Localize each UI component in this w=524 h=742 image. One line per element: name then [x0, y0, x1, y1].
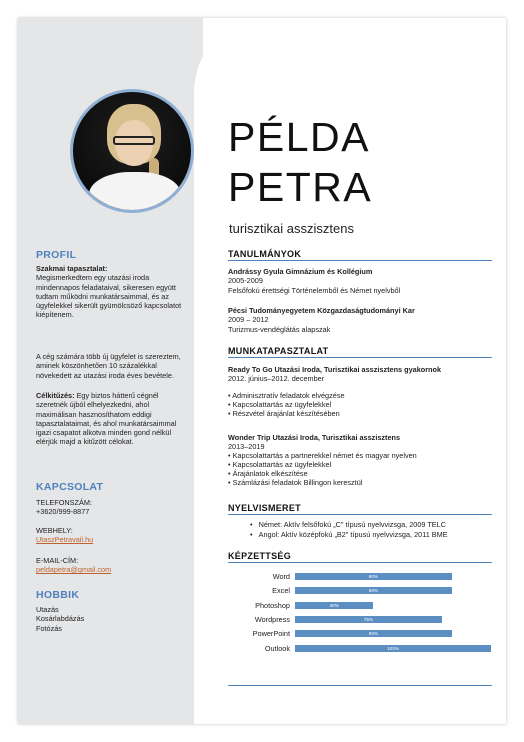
- web-link[interactable]: UtaszPetravail.hu: [36, 535, 94, 545]
- school-years: 2005-2009: [228, 276, 263, 286]
- phone-value: +3620/999-8877: [36, 507, 90, 517]
- email-label: E-MAIL-CÍM:: [36, 556, 79, 565]
- experience-heading: MUNKATAPASZTALAT: [228, 346, 492, 358]
- job-2-bullets: [228, 452, 496, 488]
- hobby-list: [36, 605, 184, 633]
- skill-bar: [295, 616, 442, 623]
- languages-heading: NYELVISMERET: [228, 503, 492, 515]
- skill-row: [228, 614, 498, 625]
- phone-label: TELEFONSZÁM:: [36, 498, 92, 507]
- skill-label: PowerPoint: [252, 629, 290, 639]
- skill-row: [228, 643, 498, 654]
- skill-bar: [295, 587, 452, 594]
- photo-shirt: [89, 172, 181, 213]
- skill-value-label: 40%: [329, 602, 339, 608]
- skill-row: [228, 600, 498, 611]
- job-1: [228, 365, 496, 384]
- skill-row: [228, 628, 498, 639]
- school-name: Pécsi Tudományegyetem Közgazdaságtudományi Kar: [228, 306, 415, 315]
- list-item: • Adminisztratív feladatok elvégzése: [228, 392, 496, 401]
- job-1-dates: 2012. június–2012. december: [228, 374, 325, 384]
- job-2-dates: 2013–2019: [228, 442, 265, 452]
- list-item: • Angol: Aktív középfokú „B2" típusú nyelvvizsga, 2011 BME: [250, 530, 500, 540]
- goal-text: [36, 391, 184, 447]
- job-1-title: Ready To Go Utazási Iroda, Turisztikai asszisztens gyakornok: [228, 365, 442, 374]
- name-last: PETRA: [228, 164, 373, 210]
- school-name: Andrássy Gyula Gimnázium és Kollégium: [228, 267, 373, 276]
- list-item: • Kapcsolattartás a partnerekkel német és magyar nyelven: [228, 452, 496, 461]
- job-2: [228, 433, 496, 452]
- email-link[interactable]: peldapetra@gmail.com: [36, 565, 112, 575]
- school-detail: Felsőfokú érettségi Történelemből és Német nyelvből: [228, 285, 401, 295]
- hobby-item: Fotózás: [36, 623, 62, 633]
- contact-heading: KAPCSOLAT: [36, 481, 104, 493]
- school-detail: Turizmus-vendéglátás alapszak: [228, 324, 331, 334]
- hobby-heading: HOBBIK: [36, 589, 80, 601]
- job-2-title: Wonder Trip Utazási Iroda, Turisztikai asszisztens: [228, 433, 401, 442]
- skill-value-label: 100%: [387, 645, 399, 651]
- education-item: [228, 267, 496, 295]
- skill-label: Excel: [272, 586, 290, 596]
- goal-label: Célkitűzés:: [36, 391, 75, 400]
- skill-label: Wordpress: [254, 614, 290, 624]
- skill-bar: [295, 602, 373, 609]
- skill-bar: [295, 630, 452, 637]
- education-heading: TANULMÁNYOK: [228, 249, 492, 261]
- email-block: [36, 556, 184, 575]
- job-1-bullets: [228, 392, 496, 419]
- profil-paragraph-2: A cég számára több új ügyfelet is szereztem, aminek köszönhetően 10 százalékkal növekedett az utazási iroda éves bevétele.: [36, 352, 181, 380]
- skill-label: Photoshop: [255, 600, 290, 610]
- resume-page: [18, 18, 506, 724]
- skill-value-label: 80%: [368, 588, 378, 594]
- bottom-divider: [228, 685, 492, 686]
- skills-heading: KÉPZETTSÉG: [228, 551, 492, 563]
- profil-paragraph-1: Megismerkedtem egy utazási iroda mindennapos feladataival, sikeresen együtt tudtam működni munkatársaimmal, és az ügyfelekkel sikerült gyümölcsöző kapcsolatot kiépítenem.: [36, 273, 182, 320]
- education-item: [228, 306, 496, 334]
- list-item: • Árajánlatok elkészítése: [228, 470, 496, 479]
- hobby-item: Kosárlabdázás: [36, 614, 85, 624]
- hobby-item: Utazás: [36, 605, 59, 614]
- profil-heading: PROFIL: [36, 249, 77, 261]
- skill-label: Word: [272, 572, 290, 581]
- skill-row: [228, 585, 498, 596]
- skill-row: [228, 571, 498, 582]
- phone-block: [36, 498, 184, 517]
- list-item: • Részvétel árajánlat készítésében: [228, 410, 496, 419]
- profile-photo: [70, 89, 194, 213]
- list-item: • Német: Aktív felsőfokú „C" típusú nyelvvizsga, 2009 TELC: [250, 520, 500, 530]
- web-block: [36, 526, 184, 545]
- profil-text: [36, 264, 184, 320]
- photo-glasses: [113, 136, 155, 145]
- skill-value-label: 80%: [368, 631, 378, 637]
- list-item: • Számlázási feladatok Billingon keresztül: [228, 479, 496, 488]
- list-item: • Kapcsolattartás az ügyfelekkel: [228, 401, 496, 410]
- web-label: WEBHELY:: [36, 526, 73, 535]
- languages-list: [250, 520, 500, 540]
- profil-subheading: Szakmai tapasztalat:: [36, 264, 108, 273]
- goal-paragraph: Egy biztos hátterű cégnél szeretnék újból elhelyezkedni, ahol maximálisan hasznosíthatom eddigi tapasztalataimat, és ahol munkatársaimmal igazi csapatot alkotva minden gond nélkül elérjük majd a kitűzött célokat.: [36, 391, 177, 447]
- skill-bar: [295, 573, 452, 580]
- skill-value-label: 75%: [363, 616, 374, 622]
- school-years: 2009 – 2012: [228, 315, 269, 325]
- list-item: • Kapcsolattartás az ügyfelekkel: [228, 461, 496, 470]
- name-first: PÉLDA: [228, 114, 370, 160]
- skill-label: Outlook: [264, 643, 290, 653]
- skill-bar: [295, 645, 491, 652]
- job-title: turisztikai asszisztens: [229, 221, 354, 236]
- skill-value-label: 80%: [368, 574, 378, 579]
